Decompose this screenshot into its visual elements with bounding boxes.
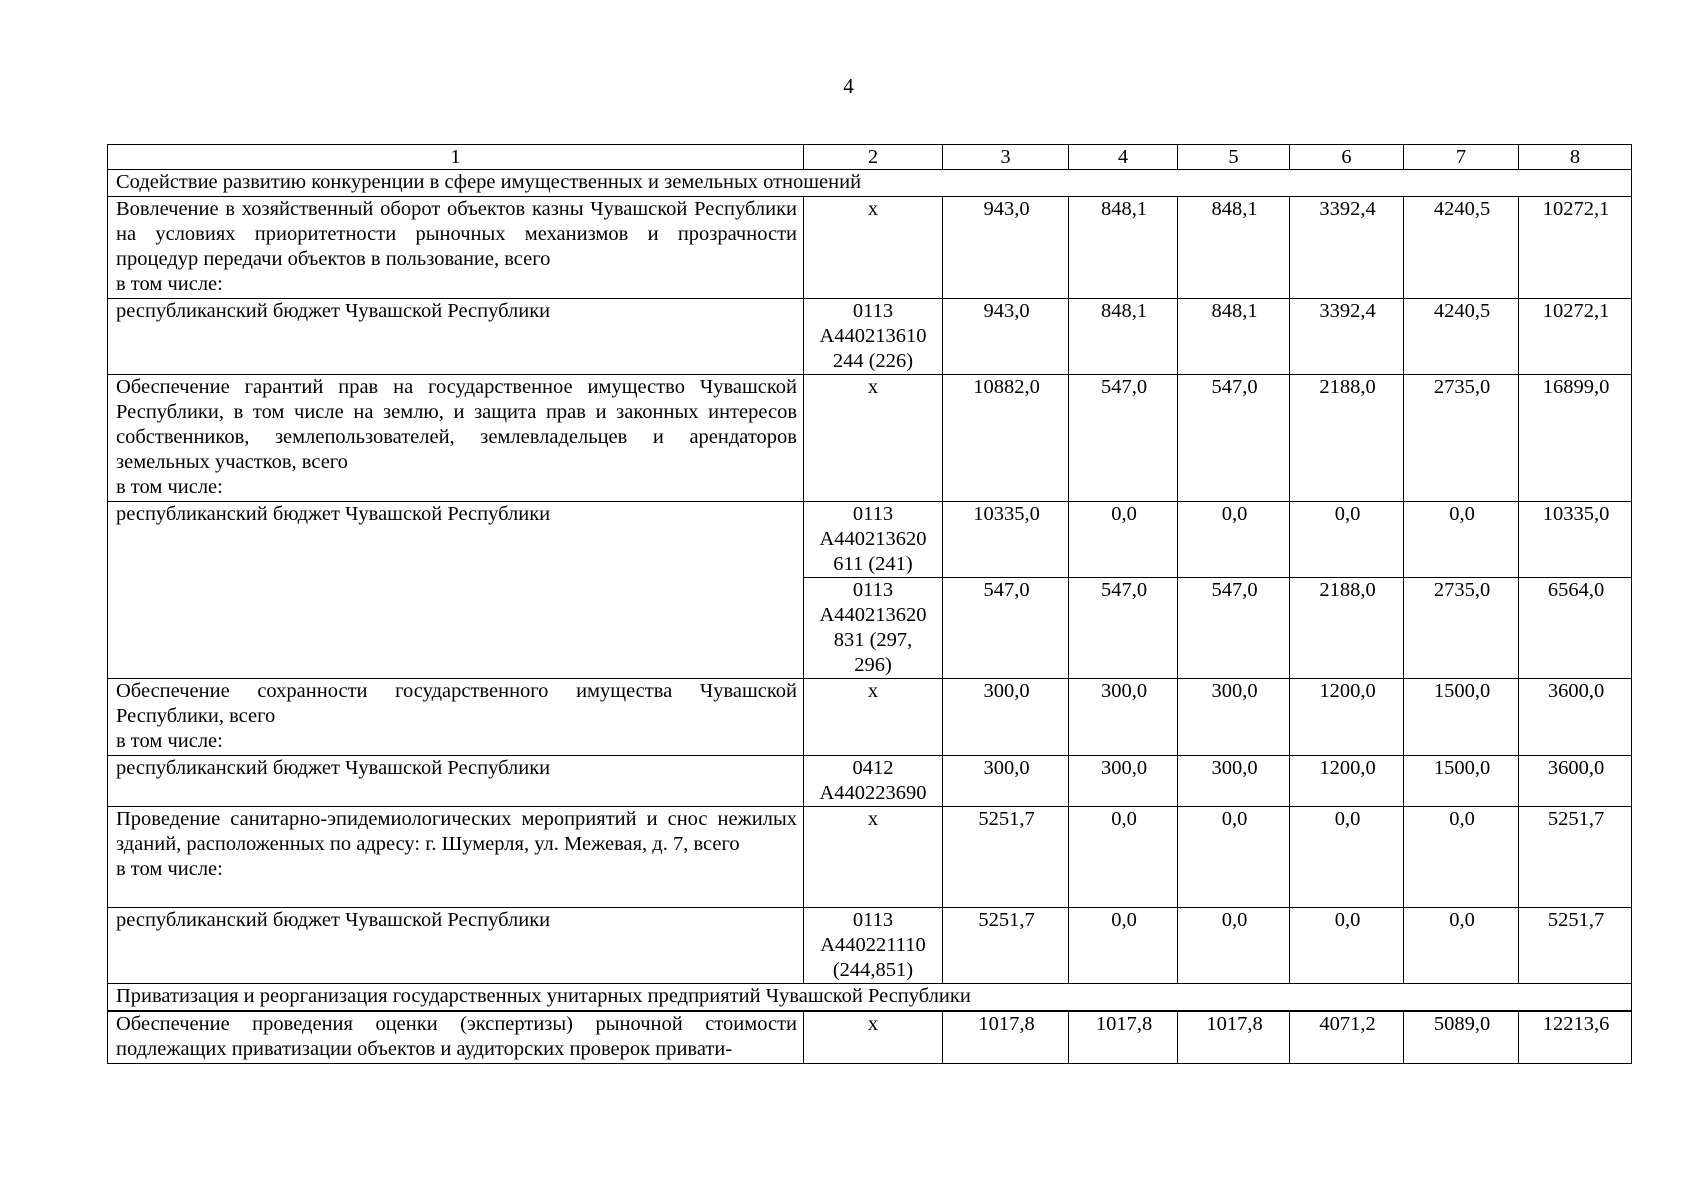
value-cell: 5251,7 [943,908,1069,984]
section-title: Приватизация и реорганизация государственных унитарных предприятий Чувашской Республики [108,984,1632,1012]
budget-code: х [804,1011,943,1064]
value-cell: 0,0 [1404,908,1519,984]
row-description: республиканский бюджет Чувашской Республики [108,908,804,984]
code-line: 831 (297, [833,629,913,651]
value-cell: 2188,0 [1290,375,1404,502]
header-cell: 5 [1178,145,1290,170]
value-cell: 3392,4 [1290,299,1404,375]
value-cell: 3600,0 [1519,679,1632,756]
code-line: А440223690 [819,782,927,804]
value-cell: 0,0 [1290,502,1404,578]
value-cell: 848,1 [1069,299,1178,375]
page-number: 4 [843,74,854,98]
value-cell: 0,0 [1404,502,1519,578]
section-row [108,170,1632,197]
header-cell: 3 [943,145,1069,170]
value-cell: 4240,5 [1404,299,1519,375]
code-line: 0412 [852,757,894,779]
code-line: А440213610 [819,325,927,347]
budget-code [804,299,943,375]
value-cell: 0,0 [1290,807,1404,908]
value-cell: 943,0 [943,197,1069,299]
section-row [108,984,1632,1012]
code-line: А440213620 [819,604,927,626]
budget-table [107,144,1632,1064]
header-cell: 4 [1069,145,1178,170]
value-cell: 0,0 [1069,807,1178,908]
budget-code [804,578,943,679]
budget-code: х [804,197,943,299]
code-line: 296) [854,654,892,676]
value-cell: 0,0 [1069,502,1178,578]
header-cell: 6 [1290,145,1404,170]
code-line: 0113 [852,503,894,525]
value-cell: 1500,0 [1404,679,1519,756]
value-cell: 300,0 [1178,679,1290,756]
value-cell: 547,0 [1069,375,1178,502]
value-cell: 848,1 [1178,299,1290,375]
budget-code: х [804,679,943,756]
code-line: А440221110 [820,934,926,956]
value-cell: 1017,8 [1178,1011,1290,1064]
value-cell: 4240,5 [1404,197,1519,299]
value-cell: 547,0 [1178,578,1290,679]
value-cell: 1017,8 [1069,1011,1178,1064]
value-cell: 848,1 [1069,197,1178,299]
budget-code [804,756,943,807]
value-cell: 10272,1 [1519,299,1632,375]
value-cell: 16899,0 [1519,375,1632,502]
row-description [108,807,804,908]
code-line: 611 (241) [833,553,913,575]
budget-code: х [804,375,943,502]
row-description [108,679,804,756]
header-cell: 2 [804,145,943,170]
table-row [108,679,1632,756]
value-cell: 300,0 [1178,756,1290,807]
code-line: (244,851) [832,959,914,981]
value-cell: 5251,7 [1519,807,1632,908]
row-description [108,197,804,299]
value-cell: 0,0 [1178,502,1290,578]
value-cell: 10272,1 [1519,197,1632,299]
table-row [108,908,1632,984]
value-cell: 943,0 [943,299,1069,375]
budget-code [804,502,943,578]
table-header-row [108,145,1632,170]
value-cell: 547,0 [943,578,1069,679]
code-line: А440213620 [819,528,927,550]
value-cell: 0,0 [1290,908,1404,984]
value-cell: 10882,0 [943,375,1069,502]
value-cell: 300,0 [943,756,1069,807]
header-cell: 1 [108,145,804,170]
value-cell: 547,0 [1178,375,1290,502]
value-cell: 4071,2 [1290,1011,1404,1064]
value-cell: 300,0 [1069,756,1178,807]
value-cell: 6564,0 [1519,578,1632,679]
section-title: Содействие развитию конкуренции в сфере имущественных и земельных отношений [108,170,1632,197]
code-line: 0113 [852,300,894,322]
table-row [108,807,1632,908]
value-cell: 3600,0 [1519,756,1632,807]
header-cell: 8 [1519,145,1632,170]
value-cell: 848,1 [1178,197,1290,299]
row-text: Проведение санитарно-эпидемиологических мероприятий и снос нежилых зданий, расположенных по адресу: г. Шумерля, ул. Межевая, д. 7, всего [116,808,797,855]
row-subtext: в том числе: [116,476,223,498]
value-cell: 10335,0 [943,502,1069,578]
value-cell: 547,0 [1069,578,1178,679]
budget-code [804,908,943,984]
table-row [108,502,1632,578]
row-subtext: в том числе: [116,858,223,880]
table-row [108,375,1632,502]
value-cell: 12213,6 [1519,1011,1632,1064]
value-cell: 1500,0 [1404,756,1519,807]
table-row [108,299,1632,375]
row-description: республиканский бюджет Чувашской Республики [108,299,804,375]
value-cell: 10335,0 [1519,502,1632,578]
table-row [108,756,1632,807]
value-cell: 0,0 [1178,807,1290,908]
value-cell: 300,0 [1069,679,1178,756]
table-row [108,1011,1632,1064]
budget-code: х [804,807,943,908]
value-cell: 3392,4 [1290,197,1404,299]
value-cell: 2735,0 [1404,578,1519,679]
header-cell: 7 [1404,145,1519,170]
code-line: 244 (226) [832,350,914,372]
row-description: республиканский бюджет Чувашской Республики [108,502,804,679]
value-cell: 300,0 [943,679,1069,756]
value-cell: 2188,0 [1290,578,1404,679]
value-cell: 2735,0 [1404,375,1519,502]
row-subtext: в том числе: [116,730,223,752]
row-text: Вовлечение в хозяйственный оборот объектов казны Чувашской Республики на условиях приоритетности рыночных механизмов и прозрачности процедур передачи объектов в пользование, всего [116,198,797,270]
row-text: Обеспечение сохранности государственного имущества Чувашской Республики, всего [116,680,797,727]
code-line: 0113 [852,579,894,601]
row-description: Обеспечение проведения оценки (экспертизы) рыночной стоимости подлежащих приватизации объектов и аудиторских проверок привати- [108,1011,804,1064]
row-subtext: в том числе: [116,273,223,295]
row-description: республиканский бюджет Чувашской Республики [108,756,804,807]
value-cell: 0,0 [1178,908,1290,984]
value-cell: 5251,7 [1519,908,1632,984]
value-cell: 0,0 [1069,908,1178,984]
value-cell: 0,0 [1404,807,1519,908]
row-description [108,375,804,502]
value-cell: 1200,0 [1290,756,1404,807]
value-cell: 5251,7 [943,807,1069,908]
row-text: Обеспечение гарантий прав на государственное имущество Чувашской Республики, в том числе на землю, и защита прав и законных интересов собственников, землепользователей, землевладельцев и арендаторов земельных участков, всего [116,376,797,473]
value-cell: 1200,0 [1290,679,1404,756]
value-cell: 5089,0 [1404,1011,1519,1064]
code-line: 0113 [852,909,894,931]
value-cell: 1017,8 [943,1011,1069,1064]
table-row [108,197,1632,299]
